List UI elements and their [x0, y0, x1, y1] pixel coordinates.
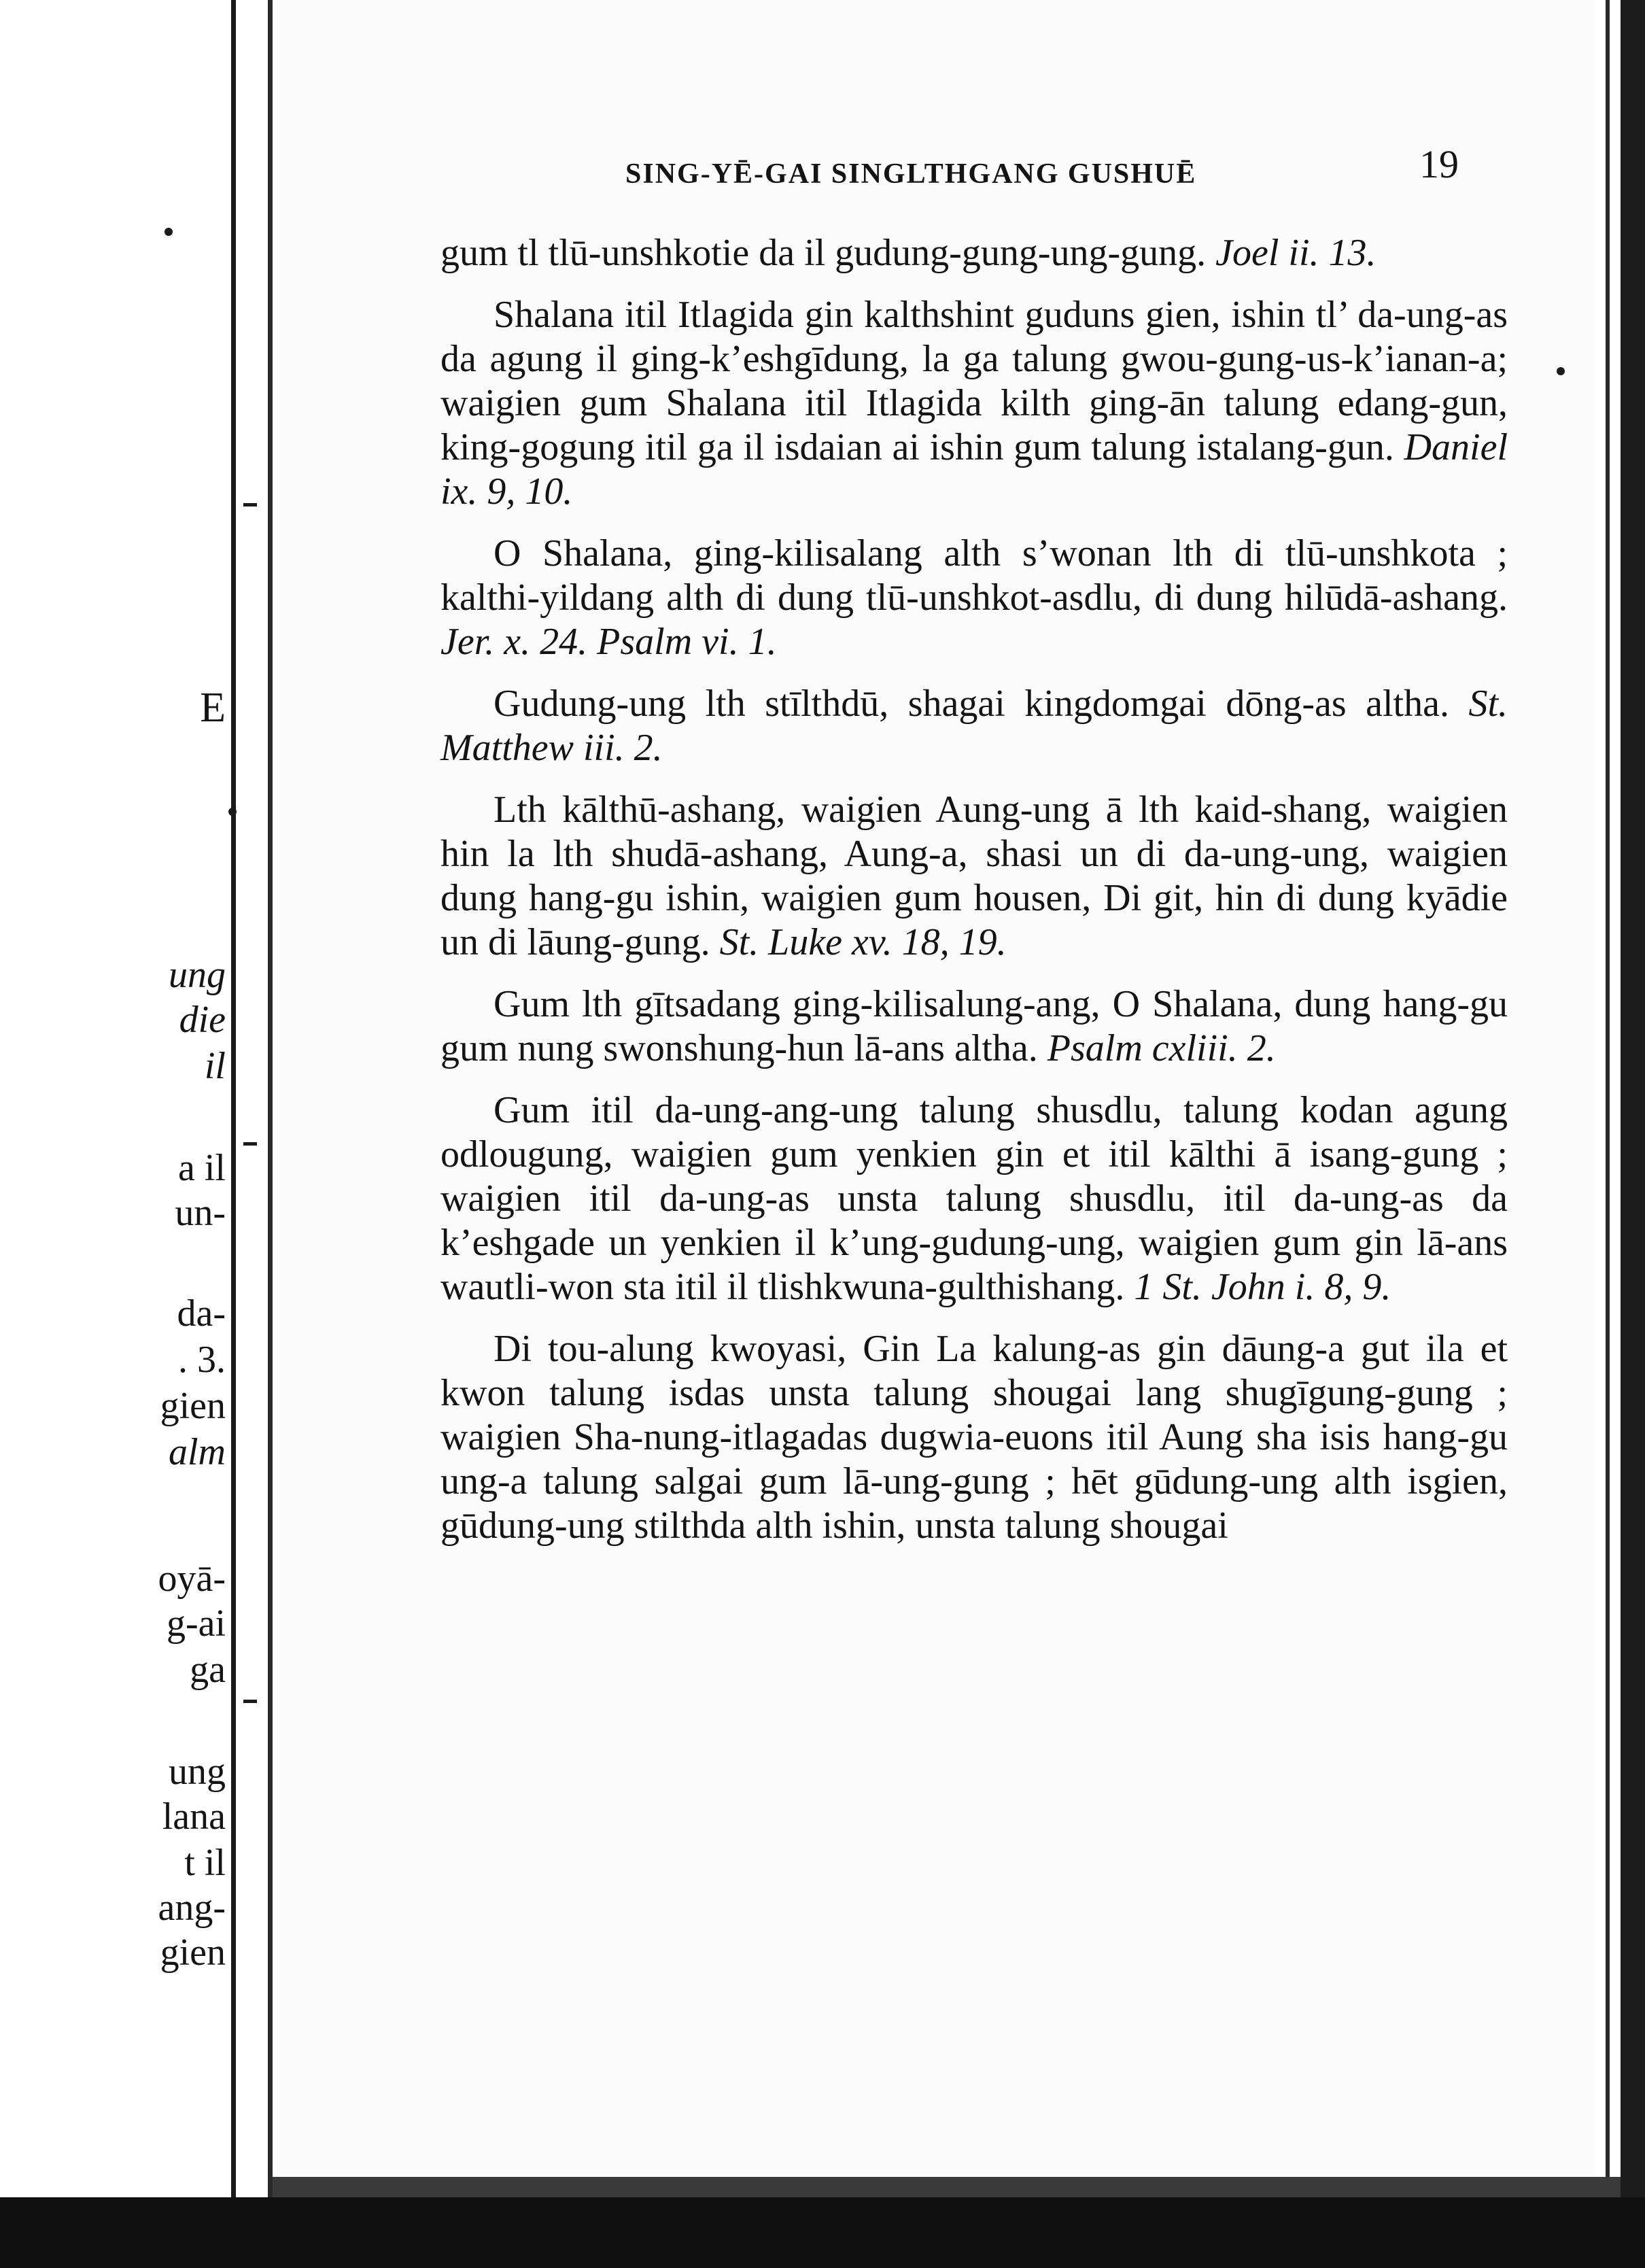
speck	[164, 228, 173, 236]
page-bottom-shadow	[273, 2177, 1621, 2197]
left-page-fragment: alm	[169, 1431, 226, 1473]
scripture-citation: Joel ii. 13.	[1215, 232, 1376, 274]
page-inner-edge	[268, 0, 273, 2268]
scan-bottom-border	[0, 2197, 1645, 2268]
paragraph-text: Gum itil da-ung-ang-ung talung shusdlu, talung kodan agung odlougung, waigien gum yenkien gin et itil kālthi ā isang-gung ; waigien itil da-ung-as unsta talung shusdlu, itil da-ung-as da k’eshgade un yenkien il k’ung-gudung-ung, waigien gum gin lā-ans wautli-won sta itil il tlishkwuna-gulthishang.	[440, 1089, 1508, 1308]
paragraph	[440, 231, 1508, 275]
scripture-citation: Daniel ix. 9, 10.	[440, 426, 1508, 513]
scan-right-border	[1621, 0, 1645, 2268]
gutter-tick	[243, 503, 257, 519]
paragraph-text: Shalana itil Itlagida gin kalthshint guduns gien, ishin tl’ da-ung-as da agung il ging-k’eshgīdung, la ga talung gwou-gung-us-k’ianan-a; waigien gum Shalana itil Itlagida kilth ging-ān talung edang-gun, king-gogung itil ga il isdaian ai ishin gum talung istalang-gun.	[440, 294, 1508, 468]
left-page-fragment: ang-	[158, 1887, 226, 1929]
speck	[228, 808, 237, 816]
page-number: 19	[1419, 142, 1459, 186]
scripture-citation: Jer. x. 24. Psalm vi. 1.	[440, 621, 777, 663]
paragraph	[440, 1088, 1508, 1309]
running-header: SING-YĒ-GAI SINGLTHGANG GUSHUĒ	[625, 158, 1197, 190]
paragraph	[440, 532, 1508, 664]
paragraph	[440, 293, 1508, 514]
paragraph	[440, 1327, 1508, 1548]
left-page-fragment: a il	[178, 1147, 226, 1189]
paragraph-text: gum tl tlū-unshkotie da il gudung-gung-ung-gung.	[440, 232, 1207, 274]
scripture-citation: St. Matthew iii. 2.	[440, 683, 1508, 769]
left-page-fragment: da-	[177, 1292, 226, 1335]
left-page-fragment: ga	[190, 1649, 226, 1691]
page-right-edge-line	[1606, 0, 1610, 2268]
scripture-citation: St. Luke xv. 18, 19.	[719, 921, 1007, 963]
gutter-tick	[243, 1142, 257, 1158]
left-page-fragment: E	[200, 685, 226, 731]
gutter-tick	[243, 1700, 257, 1715]
paragraph-text: Gum lth gītsadang ging-kilisalung-ang, O Shalana, dung hang-gu gum nung swonshung-hun lā-ans altha.	[440, 983, 1508, 1069]
left-page-fragment: un-	[175, 1192, 226, 1234]
left-page-fragment: . 3.	[178, 1339, 226, 1381]
left-page-fragment: g-ai	[166, 1602, 226, 1645]
left-page-fragment: ung	[169, 1751, 226, 1793]
scripture-citation: 1 St. John i. 8, 9.	[1134, 1266, 1391, 1308]
paragraph	[440, 982, 1508, 1071]
scripture-citation: Psalm cxliii. 2.	[1047, 1027, 1276, 1069]
paragraph-text: Di tou-alung kwoyasi, Gin La kalung-as gin dāung-a gut ila et kwon talung isdas unsta talung shougai lang shugīgung-gung ; waigien Sha-nung-itlagadas dugwia-euons itil Aung sha isis hang-gu ung-a talung salgai gum lā-ung-gung ; hēt gūdung-ung alth isgien, gūdung-ung stilthda alth ishin, unsta talung shougai	[440, 1328, 1508, 1547]
paragraph	[440, 682, 1508, 770]
paragraph-text: Gudung-ung lth stīlthdū, shagai kingdomgai dōng-as altha.	[494, 683, 1449, 725]
left-page-fragment: il	[204, 1045, 226, 1087]
speck	[1557, 367, 1565, 375]
paragraph-text: O Shalana, ging-kilisalang alth s’wonan lth di tlū-unshkota ; kalthi-yildang alth di dung tlū-unshkot-asdlu, di dung hilūdā-ashang.	[440, 532, 1508, 619]
paragraph	[440, 788, 1508, 965]
left-page-fragment: gien	[160, 1385, 226, 1427]
left-page-fragment: ung	[169, 954, 226, 996]
left-page-fragment: oyā-	[158, 1558, 226, 1600]
left-page-fragments	[0, 0, 231, 2268]
left-page-fragment: lana	[162, 1796, 226, 1838]
paragraph-text: Lth kālthū-ashang, waigien Aung-ung ā lth kaid-shang, waigien hin la lth shudā-ashang, Aung-a, shasi un di da-ung-ung, waigien dung hang-gu ishin, waigien gum housen, Di git, hin di dung kyādie un di lāung-gung.	[440, 789, 1508, 963]
left-page-fragment: die	[179, 999, 226, 1041]
book-page	[273, 0, 1596, 2176]
body-text	[440, 231, 1508, 1548]
left-page-fragment: gien	[160, 1931, 226, 1974]
gutter-line	[231, 0, 236, 2268]
left-page-fragment: t il	[184, 1842, 226, 1884]
